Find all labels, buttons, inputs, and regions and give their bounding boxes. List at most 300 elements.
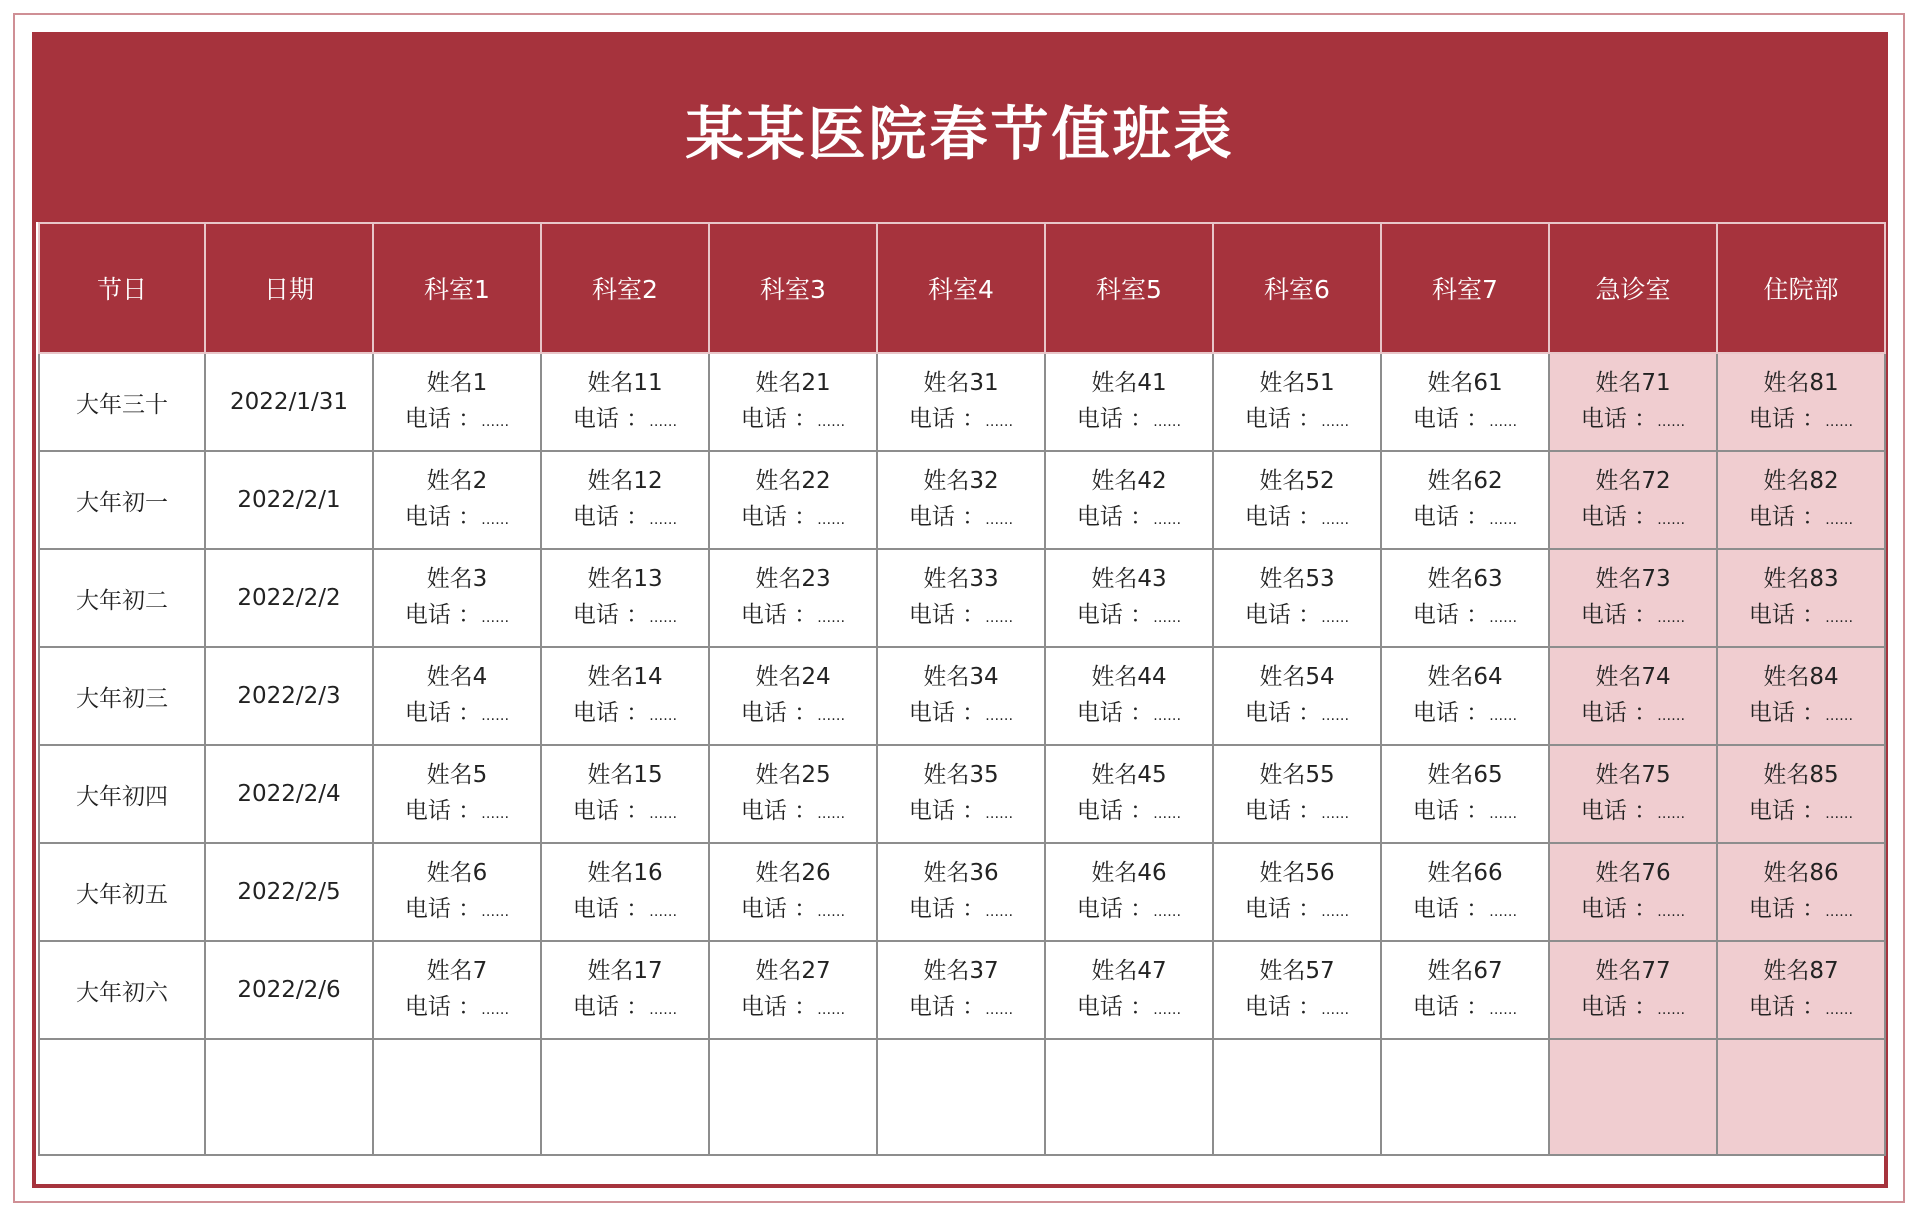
phone-value: …… [1153, 903, 1182, 920]
staff-name: 姓名6 [426, 859, 488, 886]
phone-label: 电话 ： [1076, 993, 1154, 1020]
staff-name: 姓名56 [1259, 859, 1335, 886]
staff-phone [542, 401, 708, 440]
staff-cell [1045, 941, 1213, 1039]
staff-phone [1046, 695, 1212, 734]
staff-phone [1382, 695, 1548, 734]
phone-value: …… [1153, 707, 1182, 724]
staff-name: 姓名55 [1259, 761, 1335, 788]
staff-name: 姓名73 [1595, 565, 1671, 592]
empty-cell [1381, 1039, 1549, 1155]
staff-cell [1213, 353, 1381, 451]
staff-name: 姓名35 [923, 761, 999, 788]
staff-phone [1214, 499, 1380, 538]
staff-phone [1214, 401, 1380, 440]
staff-phone [1550, 793, 1716, 832]
staff-name: 姓名82 [1763, 467, 1839, 494]
staff-cell [373, 941, 541, 1039]
phone-value: …… [985, 1001, 1014, 1018]
phone-label: 电话 ： [1748, 993, 1826, 1020]
staff-name: 姓名64 [1427, 663, 1503, 690]
holiday-cell: 大年三十 [39, 353, 205, 451]
staff-cell [373, 549, 541, 647]
staff-phone [1214, 793, 1380, 832]
staff-name: 姓名22 [755, 467, 831, 494]
phone-label: 电话 ： [1580, 405, 1658, 432]
phone-label: 电话 ： [1748, 797, 1826, 824]
phone-value: …… [1825, 413, 1854, 430]
phone-label: 电话 ： [740, 797, 818, 824]
empty-cell [1045, 1039, 1213, 1155]
staff-phone [710, 989, 876, 1028]
phone-label: 电话 ： [1580, 993, 1658, 1020]
phone-label: 电话 ： [404, 405, 482, 432]
phone-value: …… [481, 707, 510, 724]
staff-cell [541, 549, 709, 647]
staff-cell [877, 549, 1045, 647]
phone-value: …… [1657, 609, 1686, 626]
phone-label: 电话 ： [1244, 699, 1322, 726]
phone-value: …… [481, 1001, 510, 1018]
staff-name: 姓名16 [587, 859, 663, 886]
staff-cell [373, 451, 541, 549]
staff-name: 姓名37 [923, 957, 999, 984]
date-cell: 2022/2/3 [205, 647, 373, 745]
staff-phone [1550, 499, 1716, 538]
column-header: 科室7 [1381, 223, 1549, 353]
phone-value: …… [1657, 805, 1686, 822]
phone-value: …… [817, 511, 846, 528]
staff-name: 姓名72 [1595, 467, 1671, 494]
staff-phone [1382, 597, 1548, 636]
staff-name: 姓名12 [587, 467, 663, 494]
staff-cell [709, 353, 877, 451]
phone-label: 电话 ： [404, 503, 482, 530]
phone-label: 电话 ： [1244, 601, 1322, 628]
phone-label: 电话 ： [1412, 895, 1490, 922]
phone-value: …… [985, 413, 1014, 430]
table-row [39, 745, 1885, 843]
phone-value: …… [817, 707, 846, 724]
staff-name: 姓名71 [1595, 369, 1671, 396]
staff-phone [1718, 499, 1884, 538]
holiday-cell: 大年初六 [39, 941, 205, 1039]
staff-phone [374, 499, 540, 538]
phone-label: 电话 ： [1076, 895, 1154, 922]
staff-cell [1549, 549, 1717, 647]
empty-cell [709, 1039, 877, 1155]
column-header: 科室3 [709, 223, 877, 353]
staff-cell [1045, 549, 1213, 647]
date-cell: 2022/2/5 [205, 843, 373, 941]
staff-cell [1549, 941, 1717, 1039]
phone-value: …… [1489, 903, 1518, 920]
staff-phone [1046, 891, 1212, 930]
staff-cell [877, 451, 1045, 549]
staff-cell [373, 353, 541, 451]
staff-phone [1718, 989, 1884, 1028]
staff-phone [710, 695, 876, 734]
phone-value: …… [1657, 511, 1686, 528]
staff-name: 姓名36 [923, 859, 999, 886]
phone-value: …… [1321, 609, 1350, 626]
staff-phone [542, 891, 708, 930]
staff-name: 姓名11 [587, 369, 663, 396]
staff-cell [1213, 549, 1381, 647]
staff-phone [1382, 793, 1548, 832]
phone-value: …… [1489, 609, 1518, 626]
column-header: 急诊室 [1549, 223, 1717, 353]
phone-value: …… [985, 903, 1014, 920]
phone-label: 电话 ： [908, 405, 986, 432]
column-header: 住院部 [1717, 223, 1885, 353]
staff-cell [541, 745, 709, 843]
staff-name: 姓名5 [426, 761, 488, 788]
phone-value: …… [649, 1001, 678, 1018]
phone-label: 电话 ： [908, 895, 986, 922]
phone-value: …… [985, 805, 1014, 822]
phone-value: …… [1825, 1001, 1854, 1018]
phone-label: 电话 ： [572, 797, 650, 824]
phone-value: …… [1825, 805, 1854, 822]
phone-label: 电话 ： [1412, 797, 1490, 824]
staff-cell [373, 745, 541, 843]
phone-value: …… [1321, 1001, 1350, 1018]
phone-label: 电话 ： [908, 699, 986, 726]
staff-name: 姓名66 [1427, 859, 1503, 886]
phone-label: 电话 ： [908, 993, 986, 1020]
staff-cell [1045, 647, 1213, 745]
phone-label: 电话 ： [572, 993, 650, 1020]
phone-label: 电话 ： [1076, 797, 1154, 824]
staff-name: 姓名14 [587, 663, 663, 690]
staff-phone [710, 597, 876, 636]
staff-phone [542, 989, 708, 1028]
phone-value: …… [985, 511, 1014, 528]
phone-value: …… [1321, 707, 1350, 724]
staff-name: 姓名57 [1259, 957, 1335, 984]
phone-label: 电话 ： [572, 699, 650, 726]
date-cell: 2022/2/1 [205, 451, 373, 549]
staff-cell [709, 941, 877, 1039]
staff-name: 姓名85 [1763, 761, 1839, 788]
phone-label: 电话 ： [1076, 699, 1154, 726]
phone-label: 电话 ： [740, 895, 818, 922]
phone-value: …… [1321, 903, 1350, 920]
staff-phone [1550, 989, 1716, 1028]
holiday-cell: 大年初三 [39, 647, 205, 745]
staff-phone [374, 597, 540, 636]
staff-cell [1717, 549, 1885, 647]
staff-name: 姓名75 [1595, 761, 1671, 788]
staff-phone [1046, 597, 1212, 636]
staff-phone [542, 499, 708, 538]
phone-value: …… [1153, 413, 1182, 430]
staff-name: 姓名2 [426, 467, 488, 494]
page-title: 某某医院春节值班表 [685, 100, 1235, 168]
table-row [39, 941, 1885, 1039]
staff-cell [877, 353, 1045, 451]
staff-cell [1549, 451, 1717, 549]
phone-label: 电话 ： [1076, 601, 1154, 628]
staff-cell [1381, 647, 1549, 745]
phone-label: 电话 ： [572, 405, 650, 432]
phone-label: 电话 ： [404, 699, 482, 726]
phone-value: …… [985, 707, 1014, 724]
phone-value: …… [649, 903, 678, 920]
phone-value: …… [481, 511, 510, 528]
staff-cell [1045, 451, 1213, 549]
staff-name: 姓名21 [755, 369, 831, 396]
staff-phone [878, 989, 1044, 1028]
staff-phone [1046, 989, 1212, 1028]
staff-phone [710, 499, 876, 538]
staff-phone [542, 597, 708, 636]
staff-name: 姓名84 [1763, 663, 1839, 690]
phone-value: …… [1825, 511, 1854, 528]
phone-value: …… [1657, 1001, 1686, 1018]
phone-value: …… [649, 413, 678, 430]
holiday-cell: 大年初一 [39, 451, 205, 549]
staff-name: 姓名1 [426, 369, 488, 396]
phone-label: 电话 ： [1748, 405, 1826, 432]
staff-name: 姓名61 [1427, 369, 1503, 396]
phone-label: 电话 ： [740, 601, 818, 628]
empty-cell [39, 1039, 205, 1155]
staff-phone [878, 695, 1044, 734]
staff-phone [374, 695, 540, 734]
empty-cell [877, 1039, 1045, 1155]
phone-value: …… [1489, 805, 1518, 822]
column-header: 日期 [205, 223, 373, 353]
staff-name: 姓名76 [1595, 859, 1671, 886]
staff-name: 姓名46 [1091, 859, 1167, 886]
staff-name: 姓名67 [1427, 957, 1503, 984]
staff-name: 姓名87 [1763, 957, 1839, 984]
column-header: 科室6 [1213, 223, 1381, 353]
staff-cell [1549, 843, 1717, 941]
staff-name: 姓名86 [1763, 859, 1839, 886]
empty-cell [1549, 1039, 1717, 1155]
staff-phone [710, 891, 876, 930]
staff-name: 姓名83 [1763, 565, 1839, 592]
column-header: 科室1 [373, 223, 541, 353]
staff-phone [710, 793, 876, 832]
phone-label: 电话 ： [1748, 699, 1826, 726]
staff-phone [374, 891, 540, 930]
staff-phone [1046, 499, 1212, 538]
date-cell: 2022/2/4 [205, 745, 373, 843]
holiday-cell: 大年初五 [39, 843, 205, 941]
staff-phone [1046, 401, 1212, 440]
staff-phone [1214, 695, 1380, 734]
table-row [39, 647, 1885, 745]
phone-value: …… [1153, 609, 1182, 626]
phone-label: 电话 ： [1412, 503, 1490, 530]
phone-value: …… [985, 609, 1014, 626]
phone-value: …… [1825, 903, 1854, 920]
staff-cell [541, 941, 709, 1039]
staff-phone [1214, 597, 1380, 636]
holiday-cell: 大年初二 [39, 549, 205, 647]
staff-cell [709, 549, 877, 647]
phone-value: …… [817, 903, 846, 920]
table-row [39, 451, 1885, 549]
phone-label: 电话 ： [908, 797, 986, 824]
staff-phone [1718, 401, 1884, 440]
phone-value: …… [649, 511, 678, 528]
staff-phone [542, 695, 708, 734]
staff-phone [1718, 597, 1884, 636]
staff-phone [1382, 499, 1548, 538]
date-cell: 2022/2/2 [205, 549, 373, 647]
phone-label: 电话 ： [1580, 699, 1658, 726]
phone-label: 电话 ： [572, 895, 650, 922]
phone-value: …… [1153, 805, 1182, 822]
phone-label: 电话 ： [572, 503, 650, 530]
staff-phone [1550, 401, 1716, 440]
empty-cell [541, 1039, 709, 1155]
staff-name: 姓名74 [1595, 663, 1671, 690]
table-row [39, 843, 1885, 941]
phone-label: 电话 ： [1076, 405, 1154, 432]
phone-label: 电话 ： [1244, 895, 1322, 922]
phone-label: 电话 ： [1580, 797, 1658, 824]
staff-phone [1718, 695, 1884, 734]
staff-name: 姓名13 [587, 565, 663, 592]
phone-value: …… [481, 413, 510, 430]
holiday-cell: 大年初四 [39, 745, 205, 843]
staff-cell [1549, 353, 1717, 451]
staff-name: 姓名81 [1763, 369, 1839, 396]
staff-phone [710, 401, 876, 440]
phone-label: 电话 ： [1748, 503, 1826, 530]
date-cell: 2022/1/31 [205, 353, 373, 451]
staff-cell [709, 451, 877, 549]
empty-cell [1213, 1039, 1381, 1155]
phone-value: …… [1321, 511, 1350, 528]
phone-label: 电话 ： [1244, 993, 1322, 1020]
phone-value: …… [1321, 413, 1350, 430]
staff-name: 姓名25 [755, 761, 831, 788]
phone-value: …… [1489, 707, 1518, 724]
phone-value: …… [817, 805, 846, 822]
staff-name: 姓名41 [1091, 369, 1167, 396]
phone-label: 电话 ： [1244, 503, 1322, 530]
phone-label: 电话 ： [572, 601, 650, 628]
staff-name: 姓名27 [755, 957, 831, 984]
header-row [39, 223, 1885, 353]
staff-phone [1214, 891, 1380, 930]
empty-cell [373, 1039, 541, 1155]
staff-name: 姓名53 [1259, 565, 1335, 592]
staff-name: 姓名26 [755, 859, 831, 886]
staff-name: 姓名34 [923, 663, 999, 690]
phone-value: …… [1153, 511, 1182, 528]
phone-label: 电话 ： [740, 699, 818, 726]
staff-cell [541, 353, 709, 451]
staff-cell [1045, 843, 1213, 941]
phone-value: …… [817, 609, 846, 626]
phone-label: 电话 ： [1244, 405, 1322, 432]
staff-cell [1381, 843, 1549, 941]
phone-label: 电话 ： [1412, 993, 1490, 1020]
phone-value: …… [649, 707, 678, 724]
staff-name: 姓名54 [1259, 663, 1335, 690]
staff-name: 姓名31 [923, 369, 999, 396]
phone-label: 电话 ： [908, 503, 986, 530]
staff-cell [709, 745, 877, 843]
phone-value: …… [481, 609, 510, 626]
phone-label: 电话 ： [1580, 503, 1658, 530]
staff-name: 姓名32 [923, 467, 999, 494]
staff-name: 姓名15 [587, 761, 663, 788]
staff-name: 姓名52 [1259, 467, 1335, 494]
duty-roster-table [38, 222, 1886, 1156]
staff-name: 姓名7 [426, 957, 488, 984]
staff-name: 姓名43 [1091, 565, 1167, 592]
staff-phone [374, 401, 540, 440]
staff-cell [877, 941, 1045, 1039]
phone-label: 电话 ： [404, 601, 482, 628]
staff-phone [374, 793, 540, 832]
staff-name: 姓名42 [1091, 467, 1167, 494]
staff-phone [1550, 597, 1716, 636]
roster-body [39, 353, 1885, 1155]
staff-cell [1717, 745, 1885, 843]
phone-label: 电话 ： [1412, 405, 1490, 432]
phone-label: 电话 ： [1412, 699, 1490, 726]
staff-name: 姓名33 [923, 565, 999, 592]
staff-cell [1717, 941, 1885, 1039]
title-band [36, 36, 1884, 222]
staff-name: 姓名23 [755, 565, 831, 592]
staff-cell [1381, 549, 1549, 647]
phone-label: 电话 ： [404, 993, 482, 1020]
staff-name: 姓名65 [1427, 761, 1503, 788]
staff-name: 姓名51 [1259, 369, 1335, 396]
staff-cell [1549, 745, 1717, 843]
staff-cell [1045, 353, 1213, 451]
staff-phone [878, 793, 1044, 832]
blank-row [39, 1039, 1885, 1155]
staff-name: 姓名17 [587, 957, 663, 984]
staff-phone [1382, 401, 1548, 440]
staff-name: 姓名77 [1595, 957, 1671, 984]
phone-label: 电话 ： [1580, 895, 1658, 922]
staff-cell [373, 843, 541, 941]
phone-value: …… [1825, 609, 1854, 626]
phone-value: …… [1825, 707, 1854, 724]
staff-phone [878, 401, 1044, 440]
staff-cell [1717, 451, 1885, 549]
phone-value: …… [1489, 413, 1518, 430]
phone-value: …… [649, 805, 678, 822]
staff-cell [1549, 647, 1717, 745]
table-row [39, 353, 1885, 451]
phone-label: 电话 ： [404, 895, 482, 922]
staff-cell [1045, 745, 1213, 843]
staff-cell [1381, 745, 1549, 843]
phone-label: 电话 ： [404, 797, 482, 824]
staff-cell [709, 647, 877, 745]
staff-phone [374, 989, 540, 1028]
column-header: 科室5 [1045, 223, 1213, 353]
phone-label: 电话 ： [740, 993, 818, 1020]
date-cell: 2022/2/6 [205, 941, 373, 1039]
staff-cell [1381, 941, 1549, 1039]
staff-name: 姓名47 [1091, 957, 1167, 984]
